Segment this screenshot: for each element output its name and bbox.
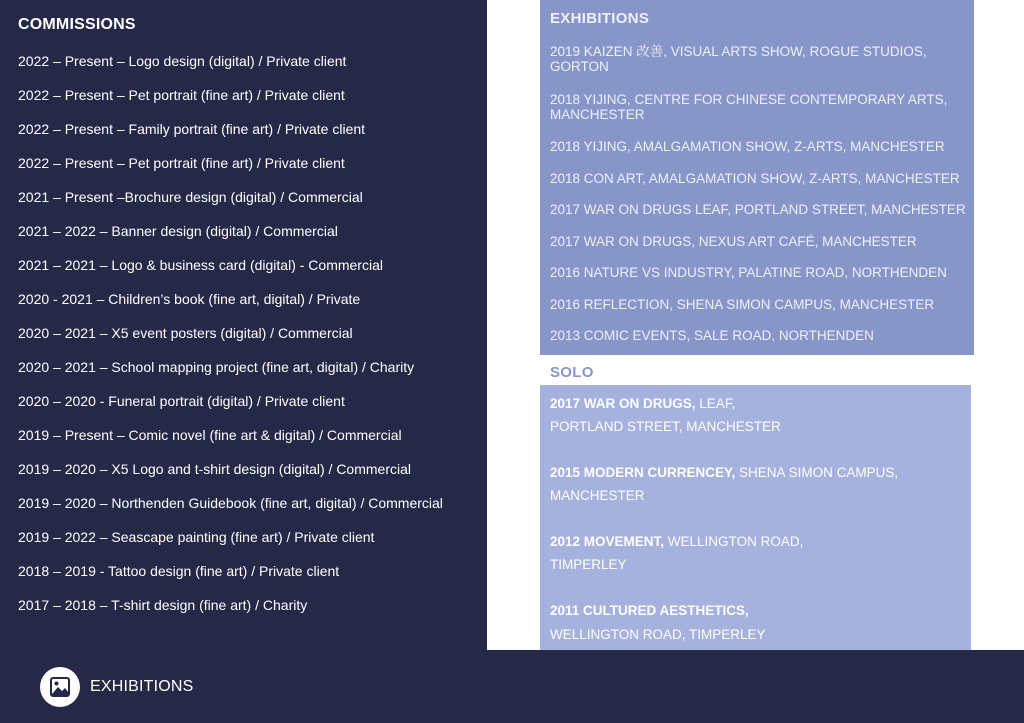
solo-entry-name: 2012 MOVEMENT, <box>550 534 665 549</box>
exhibition-item: 2016 NATURE VS INDUSTRY, PALATINE ROAD, NORTHENDEN <box>550 265 947 280</box>
solo-entry-name: 2015 MODERN CURRENCEY, <box>550 465 736 480</box>
exhibition-item: 2018 YIJING, AMALGAMATION SHOW, Z-ARTS, MANCHESTER <box>550 139 945 154</box>
list-item: 2020 - 2021 – Children’s book (fine art, digital) / Private <box>18 291 361 307</box>
list-item: 2020 – 2021 – X5 event posters (digital) / Commercial <box>18 325 353 341</box>
solo-entry-venue: TIMPERLEY <box>550 557 627 572</box>
solo-entry-venue: WELLINGTON ROAD, <box>664 534 804 549</box>
commissions-list <box>18 52 443 630</box>
exhibition-item: 2013 COMIC EVENTS, SALE ROAD, NORTHENDEN <box>550 328 874 343</box>
list-item: 2021 – 2021 – Logo & business card (digital) - Commercial <box>18 257 383 273</box>
exhibition-item: 2019 KAIZEN 改善, VISUAL ARTS SHOW, ROGUE STUDIOS, GORTON <box>550 44 927 74</box>
list-item: 2020 – 2021 – School mapping project (fine art, digital) / Charity <box>18 359 415 375</box>
list-item: 2021 – 2022 – Banner design (digital) / Commercial <box>18 223 338 239</box>
exhibitions-heading: EXHIBITIONS <box>550 10 650 27</box>
exhibition-item: 2017 WAR ON DRUGS LEAF, PORTLAND STREET, MANCHESTER <box>550 202 966 217</box>
list-item: 2019 – 2020 – X5 Logo and t-shirt design (digital) / Commercial <box>18 461 411 477</box>
solo-entry-line <box>550 534 803 550</box>
list-item: 2022 – Present – Pet portrait (fine art) / Private client <box>18 87 345 103</box>
list-item: 2017 – 2018 – T-shirt design (fine art) / Charity <box>18 597 308 613</box>
list-item: 2022 – Present – Family portrait (fine art) / Private client <box>18 121 366 137</box>
solo-entry-name: 2017 WAR ON DRUGS, <box>550 396 696 411</box>
solo-entry-line <box>550 465 898 481</box>
list-item: 2018 – 2019 - Tattoo design (fine art) / Private client <box>18 563 340 579</box>
list-item: 2022 – Present – Pet portrait (fine art) / Private client <box>18 155 345 171</box>
list-item: 2019 – Present – Comic novel (fine art & digital) / Commercial <box>18 427 402 443</box>
solo-entry-name: 2011 CULTURED AESTHETICS, <box>550 603 749 618</box>
solo-entry-line <box>550 396 735 412</box>
solo-entry-venue: SHENA SIMON CAMPUS, <box>735 465 899 480</box>
image-icon-glyph <box>50 677 70 697</box>
exhibition-item: 2016 REFLECTION, SHENA SIMON CAMPUS, MANCHESTER <box>550 297 935 312</box>
solo-entry-line <box>550 603 749 619</box>
list-item: 2019 – 2022 – Seascape painting (fine art) / Private client <box>18 529 375 545</box>
exhibition-item: 2018 CON ART, AMALGAMATION SHOW, Z-ARTS, MANCHESTER <box>550 171 960 186</box>
solo-entry-venue: LEAF, <box>695 396 736 411</box>
image-icon[interactable] <box>40 667 80 707</box>
footer-label[interactable]: EXHIBITIONS <box>90 678 194 695</box>
list-item: 2021 – Present –Brochure design (digital) / Commercial <box>18 189 363 205</box>
exhibition-item: 2018 YIJING, CENTRE FOR CHINESE CONTEMPORARY ARTS, MANCHESTER <box>550 92 948 122</box>
solo-entry-venue: MANCHESTER <box>550 488 645 503</box>
solo-entry-venue: PORTLAND STREET, MANCHESTER <box>550 419 781 434</box>
commissions-heading: COMMISSIONS <box>18 16 136 33</box>
exhibition-item: 2017 WAR ON DRUGS, NEXUS ART CAFÉ, MANCHESTER <box>550 234 917 249</box>
solo-heading: SOLO <box>550 364 594 381</box>
list-item: 2022 – Present – Logo design (digital) / Private client <box>18 53 347 69</box>
list-item: 2019 – 2020 – Northenden Guidebook (fine art, digital) / Commercial <box>18 495 443 511</box>
list-item: 2020 – 2020 - Funeral portrait (digital) / Private client <box>18 393 345 409</box>
solo-entry-venue: WELLINGTON ROAD, TIMPERLEY <box>550 627 766 642</box>
